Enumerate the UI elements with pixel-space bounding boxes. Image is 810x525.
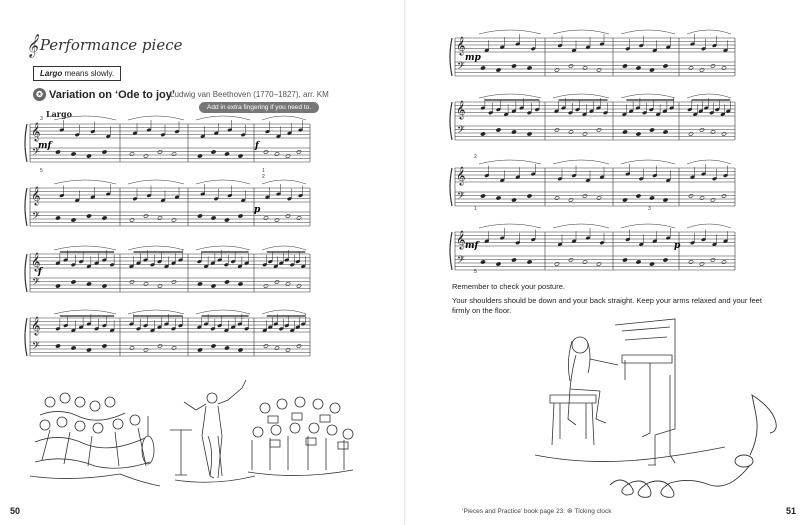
fingering-number: 2 <box>474 154 477 160</box>
fingering-number: 5 <box>40 168 43 174</box>
page-number-right: 51 <box>786 506 797 516</box>
dynamic-mark: p <box>674 241 681 251</box>
bass-clef: 𝄢 <box>32 276 40 290</box>
treble-clef: 𝄞 <box>31 318 41 335</box>
dynamic-mark: f <box>38 267 42 277</box>
treble-clef: 𝄞 <box>456 102 466 119</box>
page-number-left: 50 <box>10 506 21 516</box>
dynamic-mark: p <box>254 205 261 215</box>
tempo-marking: Largo <box>46 109 72 119</box>
bass-clef: 𝄢 <box>32 210 40 224</box>
fingering-number: 3 <box>648 206 651 212</box>
piece-title: ✪ Variation on ‘Ode to joy’ <box>33 88 175 101</box>
bass-clef: 𝄢 <box>32 340 40 354</box>
bass-clef: 𝄢 <box>457 190 465 204</box>
tempo-note-box: Largo means slowly. <box>33 66 121 81</box>
dynamic-mark: f <box>255 141 259 151</box>
treble-clef: 𝄞 <box>456 38 466 55</box>
treble-clef: 𝄞 <box>31 188 41 205</box>
treble-clef: 𝄞 <box>31 124 41 141</box>
treble-clef-icon: 𝄞 <box>26 33 38 57</box>
dynamic-mark: mf <box>38 141 52 151</box>
music-note-doodle <box>610 395 776 497</box>
fingering-number: 3 <box>40 116 43 122</box>
fingering-number: 1 <box>474 206 477 212</box>
fingering-number: 1 <box>262 168 265 174</box>
treble-clef: 𝄞 <box>456 168 466 185</box>
fingering-tip-badge: Add in extra fingering if you need to. <box>199 102 319 113</box>
bass-clef: 𝄢 <box>32 146 40 160</box>
bass-clef: 𝄢 <box>457 254 465 268</box>
dynamic-mark: mp <box>465 53 481 63</box>
section-title: 𝄞 Performance piece <box>26 33 183 57</box>
posture-text: Your shoulders should be down and your back straight. Keep your arms relaxed and your feet firmly on the floor. <box>452 296 762 315</box>
composer-credit: Ludwig van Beethoven (1770–1827), arr. KM <box>170 90 329 99</box>
bass-clef: 𝄢 <box>457 60 465 74</box>
posture-heading: Remember to check your posture. <box>452 282 565 291</box>
fingering-number: 2 <box>262 174 265 180</box>
clock-icon: ⊛ <box>566 508 573 515</box>
dynamic-mark: mf <box>465 241 479 251</box>
fingering-number: 5 <box>474 269 477 275</box>
pianist-illustration <box>530 315 800 500</box>
treble-clef: 𝄞 <box>31 254 41 271</box>
footer-reference: ‘Pieces and Practice’ book page 23: ⊛ Ticking clock <box>462 508 612 515</box>
bass-clef: 𝄢 <box>457 124 465 138</box>
star-badge-icon: ✪ <box>33 88 46 101</box>
treble-clef: 𝄞 <box>456 232 466 249</box>
